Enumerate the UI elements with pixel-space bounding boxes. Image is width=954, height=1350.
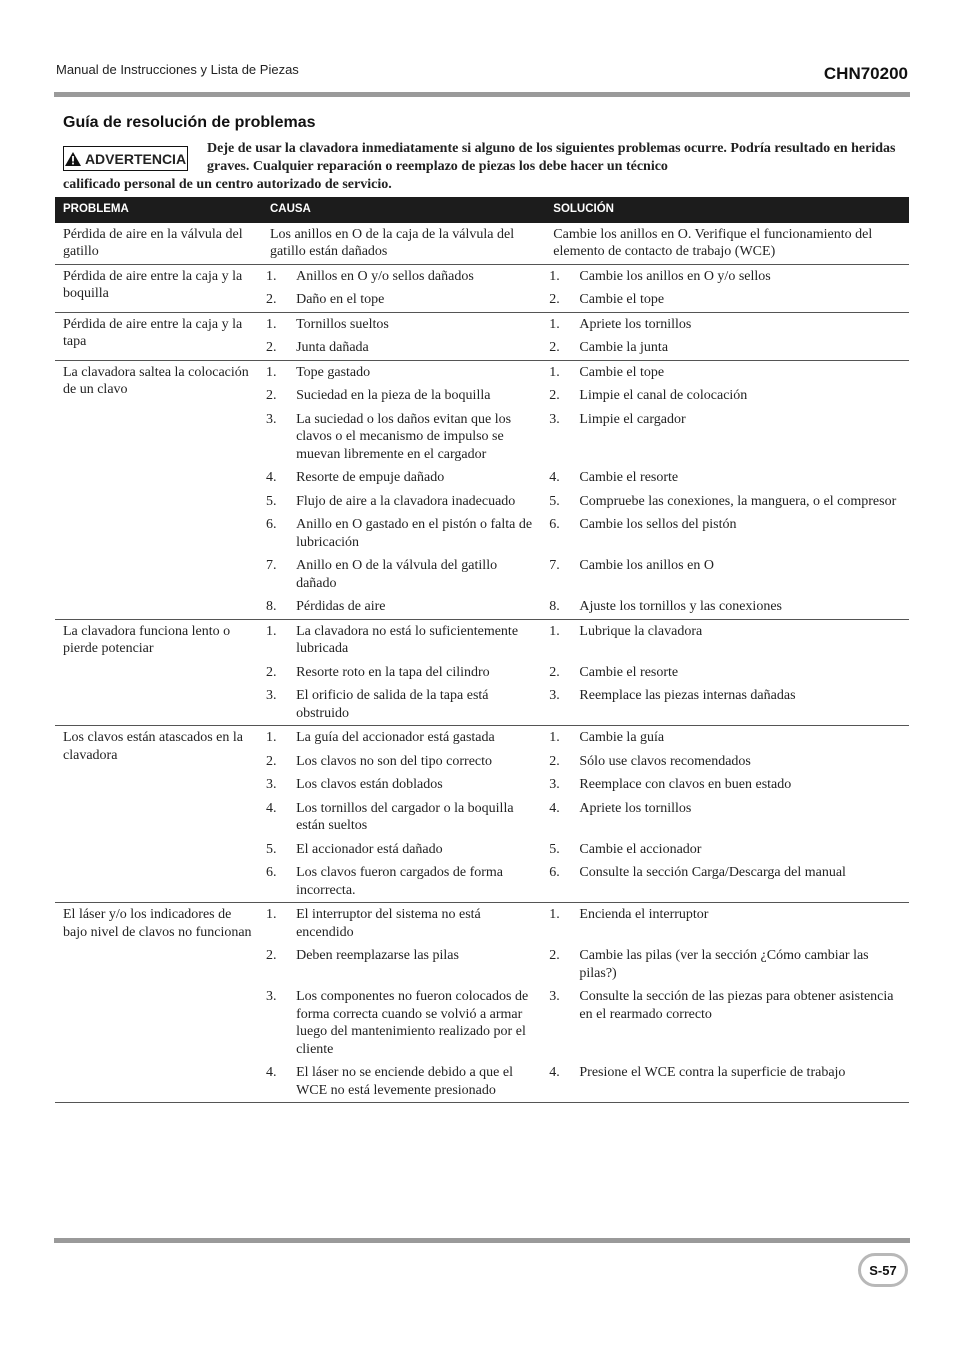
cause-number: 2. [265,948,277,963]
solution-number: 5. [549,841,560,857]
solution-number: 6. [549,517,560,532]
solution-number: 6. [545,861,571,903]
cause-cell: Tornillos sueltos [296,316,389,332]
cause-number: 5. [265,841,277,857]
solution-number: 2. [549,753,560,769]
solution-cell: Cambie los anillos en O [579,558,714,573]
solution-number: 2. [549,388,560,403]
cause-cell: Deben reemplazarse las pilas [296,948,459,963]
cause-number: 8. [262,595,288,619]
cause-cell: Resorte de empuje dañado [296,470,445,485]
solution-cell: Cambie los anillos en O y/o sellos [579,268,771,284]
cause-number: 1. [265,907,277,922]
solution-number: 2. [549,948,560,963]
solution-cell: Cambie las pilas (ver la sección ¿Cómo cambiar las pilas?) [579,948,869,981]
solution-cell: Reemplace las piezas internas dañadas [571,684,909,726]
cause-cell: Los clavos fueron cargados de forma incorrecta. [288,861,545,903]
cause-number: 3. [262,684,288,726]
cause-cell: Los componentes no fueron colocados de forma correcta cuando se volvió a armar luego del mantenimiento realizado por el cliente [296,989,529,1057]
problem-cell: La clavadora saltea la colocación de un clavo [55,360,262,619]
cause-cell: Anillo en O gastado en el pistón o falta de lubricación [296,517,533,550]
cause-number: 4. [265,800,277,816]
solution-cell: Compruebe las conexiones, la manguera, o el compresor [579,493,897,509]
solution-cell: Limpie el cargador [579,411,686,427]
solution-number: 1. [549,907,560,922]
cause-number: 3. [265,989,277,1004]
cause-number: 3. [265,777,277,792]
solution-cell: Limpie el canal de colocación [579,388,748,403]
manual-title: Manual de Instrucciones y Lista de Piezas [56,62,299,77]
cause-number: 5. [265,493,277,509]
cause-cell: El orificio de salida de la tapa está obstruido [288,684,545,726]
cause-cell: Suciedad en la pieza de la boquilla [296,388,491,403]
section-title: Guía de resolución de problemas [63,114,316,131]
solution-cell: Apriete los tornillos [579,800,692,816]
cause-number: 6. [265,517,277,532]
cause-number: 1. [265,623,277,639]
cause-cell: Tope gastado [296,364,371,380]
table-row [55,619,909,661]
problem-cell: El láser y/o los indicadores de bajo nivel de clavos no funcionan [55,903,262,1103]
solution-cell: Cambie el tope [579,364,665,380]
table-body [55,223,909,1103]
solution-cell: Reemplace con clavos en buen estado [579,777,792,792]
solution-number: 2. [545,336,571,360]
solution-number: 4. [549,470,560,485]
cause-cell: La guía del accionador está gastada [296,730,495,745]
cause-cell: Anillos en O y/o sellos dañados [296,268,474,284]
solution-number: 1. [549,268,560,284]
solution-number: 1. [549,316,560,332]
solution-cell: Cambie la junta [571,336,909,360]
cause-cell: Los tornillos del cargador o la boquilla están sueltos [296,800,514,833]
solution-cell: Apriete los tornillos [579,316,692,332]
page-number-badge: S-57 [858,1253,908,1287]
table-row [55,726,909,750]
header-cause: CAUSA [262,197,545,223]
solution-cell: Cambie el resorte [579,470,679,485]
solution-cell: Consulte la sección Carga/Descarga del manual [571,861,909,903]
warning-text: Deje de usar la clavadora inmediatamente si alguno de los siguientes problemas ocurre. Podría resultado en heridas graves. Cualquier reparación o reemplazo de piezas los debe hacer un técnico [207,141,896,174]
cause-number: 2. [265,664,277,680]
problem-cell: La clavadora funciona lento o pierde potenciar [55,619,262,726]
problem-cell: Los clavos están atascados en la clavadora [55,726,262,903]
cause-cell: Los clavos están doblados [296,777,443,792]
top-divider [54,92,910,97]
warning-text-continued: calificado personal de un centro autorizado de servicio. [63,177,392,192]
solution-cell: Cambie los anillos en O. Verifique el funcionamiento del elemento de contacto de trabajo (WCE) [545,223,909,265]
solution-number: 7. [549,558,560,573]
cause-cell: Resorte roto en la tapa del cilindro [296,664,490,680]
solution-number: 1. [549,623,560,639]
warning-label-text: ADVERTENCIA [84,150,187,167]
cause-number: 1. [265,364,277,380]
troubleshooting-table [55,197,909,1103]
solution-cell: Encienda el interruptor [579,907,709,922]
cause-number: 2. [262,336,288,360]
cause-cell: Daño en el tope [288,288,545,312]
solution-cell: Lubrique la clavadora [579,623,703,639]
cause-number: 7. [265,558,277,573]
problem-cell: Pérdida de aire entre la caja y la boquilla [55,264,262,312]
table-header-row [55,197,909,223]
cause-number: 4. [262,1061,288,1103]
header-solution: SOLUCIÓN [545,197,909,223]
cause-number: 2. [265,388,277,403]
table-row [55,360,909,384]
table-row [55,312,909,336]
warning-label [63,146,188,171]
solution-number: 3. [549,989,560,1004]
cause-cell: Los anillos en O de la caja de la válvula del gatillo están dañados [262,223,545,265]
cause-cell: Flujo de aire a la clavadora inadecuado [296,493,516,509]
cause-cell: Junta dañada [288,336,545,360]
cause-cell: La suciedad o los daños evitan que los clavos o el mecanismo de impulso se muevan libremente en el cargador [296,411,512,462]
solution-cell: Presione el WCE contra la superficie de trabajo [571,1061,909,1103]
problem-cell: Pérdida de aire entre la caja y la tapa [55,312,262,360]
solution-number: 5. [549,493,560,509]
solution-cell: Cambie la guía [579,730,665,745]
solution-cell: Sólo use clavos recomendados [579,753,751,769]
solution-cell: Cambie los sellos del pistón [579,517,737,532]
solution-cell: Ajuste los tornillos y las conexiones [571,595,909,619]
cause-number: 2. [262,288,288,312]
cause-number: 6. [262,861,288,903]
solution-number: 3. [549,777,560,792]
solution-number: 2. [549,664,560,680]
cause-number: 4. [265,470,277,485]
cause-cell: El accionador está dañado [296,841,443,857]
solution-number: 4. [549,800,560,816]
cause-number: 1. [265,268,277,284]
cause-cell: Anillo en O de la válvula del gatillo dañado [296,558,498,591]
cause-number: 2. [265,753,277,769]
solution-cell: Cambie el tope [571,288,909,312]
cause-cell: La clavadora no está lo suficientemente lubricada [296,623,519,656]
header-problem: PROBLEMA [55,197,262,223]
solution-number: 1. [549,364,560,380]
solution-number: 4. [545,1061,571,1103]
solution-number: 1. [549,730,560,745]
table-row [55,903,909,945]
warning-triangle-icon [65,152,81,166]
cause-cell: El interruptor del sistema no está encendido [296,907,481,940]
problem-cell: Pérdida de aire en la válvula del gatillo [55,223,262,265]
table-row [55,264,909,288]
cause-number: 3. [265,411,277,427]
cause-cell: Los clavos no son del tipo correcto [296,753,493,769]
cause-cell: El láser no se enciende debido a que el WCE no está levemente presionado [288,1061,545,1103]
solution-cell: Consulte la sección de las piezas para obtener asistencia en el rearmado correcto [579,989,894,1022]
table-row [55,223,909,265]
solution-number: 3. [545,684,571,726]
cause-number: 1. [265,730,277,745]
solution-number: 3. [549,411,560,427]
bottom-divider [54,1238,910,1243]
solution-cell: Cambie el resorte [579,664,679,680]
solution-cell: Cambie el accionador [579,841,702,857]
cause-cell: Pérdidas de aire [288,595,545,619]
model-number: CHN70200 [823,64,908,83]
solution-number: 8. [545,595,571,619]
solution-number: 2. [545,288,571,312]
cause-number: 1. [265,316,277,332]
